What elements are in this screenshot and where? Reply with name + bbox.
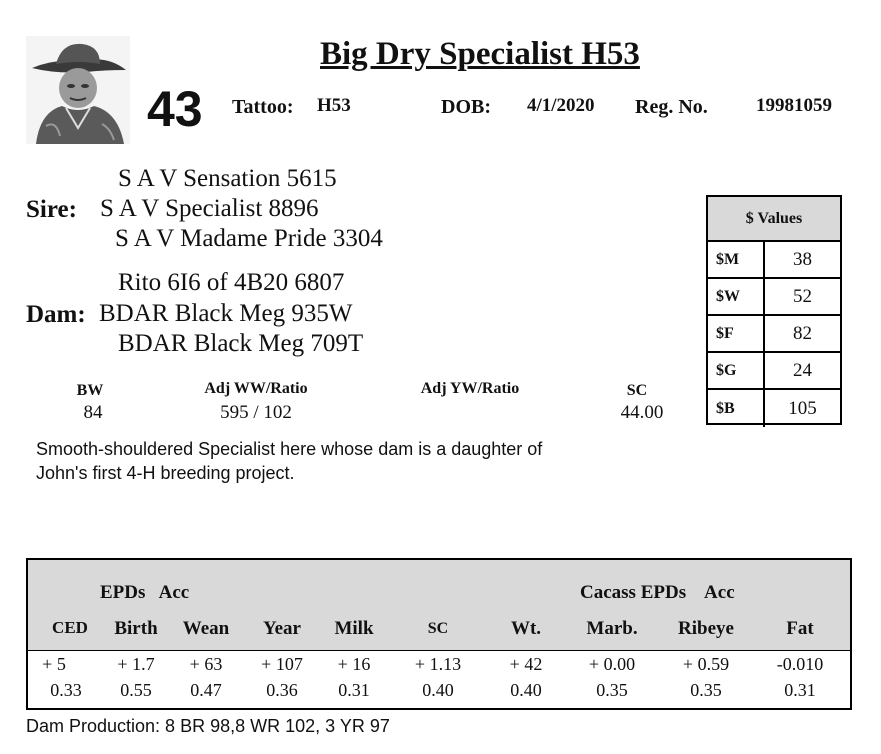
col-sc: SC xyxy=(427,620,449,637)
dob-value: 4/1/2020 xyxy=(527,95,595,116)
epd-wean: + 63 xyxy=(189,654,223,674)
epd-year: + 107 xyxy=(261,654,303,674)
dollar-value: 82 xyxy=(793,322,812,344)
dollar-values-table xyxy=(706,195,842,425)
col-ced: CED xyxy=(52,618,88,637)
col-fat: Fat xyxy=(786,618,814,639)
perf-value-ww: 595 / 102 xyxy=(220,402,292,423)
table-row xyxy=(708,279,840,316)
acc-fat: 0.31 xyxy=(784,680,816,700)
description-text: Smooth-shouldered Specialist here whose dam is a daughter of John's first 4-H breeding project. xyxy=(36,439,543,483)
acc-milk: 0.31 xyxy=(338,680,370,700)
table-row xyxy=(708,242,840,279)
col-ribeye: Ribeye xyxy=(678,618,734,639)
dollar-value: 24 xyxy=(793,359,812,381)
sire-dam: S A V Madame Pride 3304 xyxy=(115,225,383,252)
dam-name: BDAR Black Meg 935W xyxy=(99,300,353,327)
acc-wean: 0.47 xyxy=(190,680,222,700)
perf-header-bw: BW xyxy=(76,382,104,399)
sire-name: S A V Specialist 8896 xyxy=(100,195,319,222)
col-birth: Birth xyxy=(114,618,158,639)
col-wean: Wean xyxy=(182,618,230,639)
dollar-value: 52 xyxy=(793,285,812,307)
dollar-value: 38 xyxy=(793,248,812,270)
table-row xyxy=(708,390,840,427)
dollar-label: $M xyxy=(708,242,765,277)
reg-value: 19981059 xyxy=(756,95,832,116)
dollar-label: $F xyxy=(708,316,765,351)
col-milk: Milk xyxy=(334,618,374,639)
acc-sc: 0.40 xyxy=(422,680,454,700)
epd-marb: + 0.00 xyxy=(588,654,636,674)
col-wt: Wt. xyxy=(510,618,542,639)
col-year: Year xyxy=(263,618,301,639)
dob-label: DOB: xyxy=(441,96,491,118)
sire-sire: S A V Sensation 5615 xyxy=(118,165,337,192)
tattoo-value: H53 xyxy=(317,95,351,116)
epd-wt: + 42 xyxy=(509,654,543,674)
lot-number: 43 xyxy=(147,81,203,137)
animal-title: Big Dry Specialist H53 xyxy=(320,36,640,72)
table-row xyxy=(708,353,840,390)
dam-production-text: Dam Production: 8 BR 98,8 WR 102, 3 YR 97 xyxy=(26,716,390,736)
dollar-value: 105 xyxy=(788,397,817,419)
dollar-label: $G xyxy=(708,353,765,388)
acc-ribeye: 0.35 xyxy=(690,680,722,700)
epd-ribeye: + 0.59 xyxy=(682,654,730,674)
epd-sc: + 1.13 xyxy=(414,654,462,674)
col-marb: Marb. xyxy=(586,618,638,639)
dam-sire: Rito 6I6 of 4B20 6807 xyxy=(118,269,345,296)
acc-marb: 0.35 xyxy=(596,680,628,700)
perf-header-yw: Adj YW/Ratio xyxy=(420,380,520,397)
table-row xyxy=(708,316,840,353)
perf-value-sc: 44.00 xyxy=(620,402,664,423)
dollar-label: $W xyxy=(708,279,765,314)
carcass-group-label: Cacass EPDs Acc xyxy=(580,582,735,603)
acc-wt: 0.40 xyxy=(510,680,542,700)
epd-milk: + 16 xyxy=(337,654,371,674)
tattoo-label: Tattoo: xyxy=(232,96,294,118)
epd-ced: + 5 xyxy=(42,654,66,674)
perf-header-sc: SC xyxy=(626,382,648,399)
perf-value-bw: 84 xyxy=(83,402,103,423)
dam-dam: BDAR Black Meg 709T xyxy=(118,330,364,357)
sire-label: Sire: xyxy=(26,196,77,223)
dam-label: Dam: xyxy=(26,301,86,328)
epd-group-label: EPDs Acc xyxy=(100,582,190,603)
acc-birth: 0.55 xyxy=(120,680,152,700)
reg-label: Reg. No. xyxy=(635,96,708,118)
cowboy-logo-image xyxy=(26,36,130,144)
acc-ced: 0.33 xyxy=(50,680,82,700)
dollar-label: $B xyxy=(708,390,765,427)
dollar-values-title: $ Values xyxy=(708,197,840,242)
epd-fat: -0.010 xyxy=(776,654,824,674)
epd-birth: + 1.7 xyxy=(117,654,155,674)
epd-table xyxy=(26,558,852,710)
perf-header-ww: Adj WW/Ratio xyxy=(204,380,308,397)
acc-year: 0.36 xyxy=(266,680,298,700)
